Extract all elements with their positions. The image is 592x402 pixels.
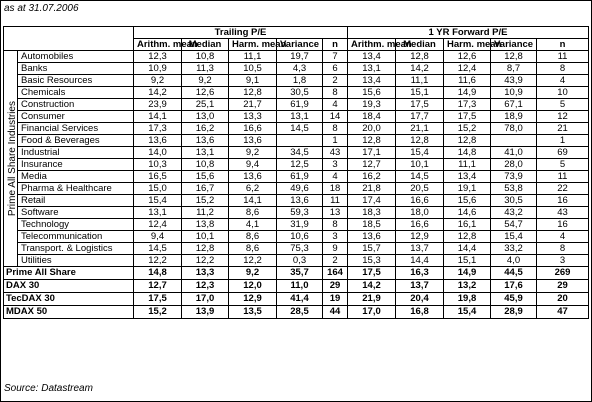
forward-harm-mean-cell: 19,8: [444, 293, 491, 306]
trailing-harm-mean-cell: 8,6: [229, 207, 277, 219]
industry-row: [4, 99, 589, 111]
industry-name: Construction: [18, 99, 134, 111]
trailing-arith-mean-cell: 12,2: [134, 255, 182, 267]
forward-variance-cell: 43,2: [491, 207, 537, 219]
forward-arith-mean-cell: 18,5: [348, 219, 396, 231]
forward-arith-mean-cell: 12,7: [348, 159, 396, 171]
trailing-variance-cell: 11,0: [277, 280, 323, 293]
trailing-median-cell: 13,3: [182, 267, 229, 280]
trailing-arith-mean-cell: 10,3: [134, 159, 182, 171]
forward-harm-mean-cell: 12,6: [444, 51, 491, 63]
col-header-harm-mean: Harm. mean: [229, 39, 277, 51]
trailing-arith-mean-cell: 17,5: [134, 293, 182, 306]
trailing-variance-cell: 13,1: [277, 111, 323, 123]
forward-arith-mean-cell: 17,4: [348, 195, 396, 207]
index-row: [4, 293, 589, 306]
trailing-variance-cell: 61,9: [277, 171, 323, 183]
forward-median-cell: 17,5: [396, 99, 444, 111]
trailing-harm-mean-cell: 12,8: [229, 87, 277, 99]
forward-n-cell: 69: [537, 147, 589, 159]
forward-median-cell: 11,1: [396, 75, 444, 87]
trailing-median-cell: 16,2: [182, 123, 229, 135]
forward-variance-cell: 54,7: [491, 219, 537, 231]
forward-median-cell: 12,8: [396, 51, 444, 63]
trailing-arith-mean-cell: 15,2: [134, 306, 182, 319]
trailing-median-cell: 13,6: [182, 135, 229, 147]
forward-variance-cell: 73,9: [491, 171, 537, 183]
trailing-median-cell: 17,0: [182, 293, 229, 306]
industry-name: Software: [18, 207, 134, 219]
trailing-median-cell: 15,2: [182, 195, 229, 207]
trailing-arith-mean-cell: 23,9: [134, 99, 182, 111]
as-of-date: as at 31.07.2006: [4, 3, 79, 14]
forward-arith-mean-cell: 12,8: [348, 135, 396, 147]
trailing-n-cell: 8: [323, 219, 348, 231]
trailing-median-cell: 15,6: [182, 171, 229, 183]
forward-arith-mean-cell: 15,3: [348, 255, 396, 267]
trailing-median-cell: 12,3: [182, 280, 229, 293]
forward-n-cell: 5: [537, 159, 589, 171]
forward-arith-mean-cell: 13,6: [348, 231, 396, 243]
trailing-variance-cell: 13,6: [277, 195, 323, 207]
trailing-arith-mean-cell: 12,7: [134, 280, 182, 293]
trailing-harm-mean-cell: 12,9: [229, 293, 277, 306]
forward-arith-mean-cell: 13,1: [348, 63, 396, 75]
forward-harm-mean-cell: 19,1: [444, 183, 491, 195]
forward-n-cell: 29: [537, 280, 589, 293]
trailing-n-cell: 29: [323, 280, 348, 293]
forward-n-cell: 12: [537, 111, 589, 123]
trailing-harm-mean-cell: 13,6: [229, 171, 277, 183]
trailing-harm-mean-cell: 12,0: [229, 280, 277, 293]
industry-row: [4, 51, 589, 63]
trailing-arith-mean-cell: 12,3: [134, 51, 182, 63]
forward-variance-cell: 41,0: [491, 147, 537, 159]
trailing-arith-mean-cell: 15,4: [134, 195, 182, 207]
industry-name: Financial Services: [18, 123, 134, 135]
forward-median-cell: 13,7: [396, 243, 444, 255]
trailing-variance-cell: 35,7: [277, 267, 323, 280]
forward-harm-mean-cell: 12,8: [444, 231, 491, 243]
trailing-n-cell: 2: [323, 75, 348, 87]
trailing-median-cell: 11,2: [182, 207, 229, 219]
industry-name: Insurance: [18, 159, 134, 171]
forward-variance-cell: 8,7: [491, 63, 537, 75]
forward-harm-mean-cell: 15,2: [444, 123, 491, 135]
forward-variance-cell: 44,5: [491, 267, 537, 280]
trailing-variance-cell: 49,6: [277, 183, 323, 195]
forward-variance-cell: [491, 135, 537, 147]
index-row: [4, 306, 589, 319]
forward-median-cell: 16,6: [396, 219, 444, 231]
forward-pe-header: 1 YR Forward P/E: [348, 27, 589, 39]
trailing-variance-cell: 0,3: [277, 255, 323, 267]
forward-variance-cell: 78,0: [491, 123, 537, 135]
forward-variance-cell: 67,1: [491, 99, 537, 111]
trailing-variance-cell: 75,3: [277, 243, 323, 255]
trailing-median-cell: 10,1: [182, 231, 229, 243]
industry-name: Chemicals: [18, 87, 134, 99]
trailing-variance-cell: 59,3: [277, 207, 323, 219]
forward-median-cell: 12,9: [396, 231, 444, 243]
industry-name: Consumer: [18, 111, 134, 123]
forward-n-cell: 1: [537, 135, 589, 147]
forward-n-cell: 269: [537, 267, 589, 280]
index-name: TecDAX 30: [4, 293, 134, 306]
forward-arith-mean-cell: 16,2: [348, 171, 396, 183]
industry-name: Banks: [18, 63, 134, 75]
trailing-arith-mean-cell: 15,0: [134, 183, 182, 195]
forward-variance-cell: 45,9: [491, 293, 537, 306]
trailing-n-cell: 6: [323, 63, 348, 75]
trailing-variance-cell: 41,4: [277, 293, 323, 306]
trailing-arith-mean-cell: 16,5: [134, 171, 182, 183]
col-header-arith-mean: Arithm. mean: [348, 39, 396, 51]
index-row: [4, 280, 589, 293]
forward-n-cell: 16: [537, 195, 589, 207]
trailing-n-cell: 8: [323, 123, 348, 135]
trailing-arith-mean-cell: 14,2: [134, 87, 182, 99]
industry-name: Technology: [18, 219, 134, 231]
trailing-median-cell: 12,2: [182, 255, 229, 267]
forward-variance-cell: 10,9: [491, 87, 537, 99]
trailing-n-cell: 7: [323, 51, 348, 63]
trailing-median-cell: 13,9: [182, 306, 229, 319]
forward-median-cell: 16,8: [396, 306, 444, 319]
forward-n-cell: 8: [537, 243, 589, 255]
industry-name: Media: [18, 171, 134, 183]
forward-arith-mean-cell: 17,0: [348, 306, 396, 319]
forward-variance-cell: 18,9: [491, 111, 537, 123]
forward-harm-mean-cell: 14,6: [444, 207, 491, 219]
industry-row: [4, 159, 589, 171]
trailing-median-cell: 12,6: [182, 87, 229, 99]
trailing-harm-mean-cell: 14,1: [229, 195, 277, 207]
forward-n-cell: 43: [537, 207, 589, 219]
forward-harm-mean-cell: 14,9: [444, 267, 491, 280]
trailing-median-cell: 10,8: [182, 51, 229, 63]
trailing-arith-mean-cell: 17,3: [134, 123, 182, 135]
forward-arith-mean-cell: 13,4: [348, 75, 396, 87]
trailing-variance-cell: 14,5: [277, 123, 323, 135]
forward-n-cell: 16: [537, 219, 589, 231]
trailing-variance-cell: 34,5: [277, 147, 323, 159]
forward-harm-mean-cell: 14,4: [444, 243, 491, 255]
forward-arith-mean-cell: 15,7: [348, 243, 396, 255]
forward-n-cell: 5: [537, 99, 589, 111]
forward-median-cell: 14,2: [396, 63, 444, 75]
trailing-harm-mean-cell: 12,2: [229, 255, 277, 267]
trailing-harm-mean-cell: 21,7: [229, 99, 277, 111]
trailing-median-cell: 9,2: [182, 75, 229, 87]
industry-row: [4, 123, 589, 135]
col-header-harm-mean: Harm. mean: [444, 39, 491, 51]
industry-row: [4, 75, 589, 87]
trailing-harm-mean-cell: 4,1: [229, 219, 277, 231]
trailing-variance-cell: [277, 135, 323, 147]
trailing-harm-mean-cell: 9,1: [229, 75, 277, 87]
trailing-harm-mean-cell: 8,6: [229, 243, 277, 255]
forward-n-cell: 10: [537, 87, 589, 99]
forward-variance-cell: 28,9: [491, 306, 537, 319]
trailing-n-cell: 4: [323, 99, 348, 111]
forward-variance-cell: 30,5: [491, 195, 537, 207]
col-header-median: Median: [396, 39, 444, 51]
trailing-harm-mean-cell: 13,6: [229, 135, 277, 147]
trailing-pe-header: Trailing P/E: [134, 27, 348, 39]
forward-harm-mean-cell: 11,1: [444, 159, 491, 171]
forward-arith-mean-cell: 19,3: [348, 99, 396, 111]
trailing-arith-mean-cell: 9,4: [134, 231, 182, 243]
trailing-variance-cell: 19,7: [277, 51, 323, 63]
source-note: Source: Datastream: [4, 383, 93, 394]
industries-side-cell: [4, 51, 18, 267]
forward-n-cell: 11: [537, 171, 589, 183]
forward-median-cell: 14,5: [396, 171, 444, 183]
forward-variance-cell: 12,8: [491, 51, 537, 63]
trailing-variance-cell: 1,8: [277, 75, 323, 87]
trailing-n-cell: 3: [323, 159, 348, 171]
forward-variance-cell: 28,0: [491, 159, 537, 171]
trailing-harm-mean-cell: 13,5: [229, 306, 277, 319]
forward-arith-mean-cell: 18,3: [348, 207, 396, 219]
trailing-n-cell: 1: [323, 135, 348, 147]
forward-harm-mean-cell: 15,6: [444, 195, 491, 207]
forward-median-cell: 13,7: [396, 280, 444, 293]
trailing-median-cell: 13,8: [182, 219, 229, 231]
trailing-variance-cell: 30,5: [277, 87, 323, 99]
industry-row: [4, 207, 589, 219]
industry-row: [4, 255, 589, 267]
trailing-n-cell: 2: [323, 255, 348, 267]
industry-row: [4, 195, 589, 207]
industry-name: Transport. & Logistics: [18, 243, 134, 255]
trailing-arith-mean-cell: 12,4: [134, 219, 182, 231]
forward-harm-mean-cell: 15,1: [444, 255, 491, 267]
trailing-harm-mean-cell: 11,1: [229, 51, 277, 63]
trailing-median-cell: 13,1: [182, 147, 229, 159]
trailing-arith-mean-cell: 13,6: [134, 135, 182, 147]
forward-arith-mean-cell: 18,4: [348, 111, 396, 123]
col-header-arith-mean: Arithm. mean: [134, 39, 182, 51]
trailing-arith-mean-cell: 9,2: [134, 75, 182, 87]
forward-harm-mean-cell: 12,8: [444, 135, 491, 147]
trailing-harm-mean-cell: 9,4: [229, 159, 277, 171]
trailing-n-cell: 13: [323, 207, 348, 219]
trailing-variance-cell: 10,6: [277, 231, 323, 243]
forward-median-cell: 15,4: [396, 147, 444, 159]
forward-n-cell: 4: [537, 231, 589, 243]
forward-harm-mean-cell: 13,2: [444, 280, 491, 293]
trailing-arith-mean-cell: 14,5: [134, 243, 182, 255]
forward-harm-mean-cell: 14,9: [444, 87, 491, 99]
industry-row: [4, 243, 589, 255]
forward-arith-mean-cell: 15,6: [348, 87, 396, 99]
trailing-n-cell: 19: [323, 293, 348, 306]
industry-name: Telecommunication: [18, 231, 134, 243]
col-header-n: n: [323, 39, 348, 51]
pe-ratio-table: [3, 26, 589, 319]
forward-n-cell: 8: [537, 63, 589, 75]
forward-variance-cell: 53,8: [491, 183, 537, 195]
forward-harm-mean-cell: 11,6: [444, 75, 491, 87]
industry-row: [4, 183, 589, 195]
forward-median-cell: 15,1: [396, 87, 444, 99]
forward-harm-mean-cell: 17,3: [444, 99, 491, 111]
forward-median-cell: 12,8: [396, 135, 444, 147]
trailing-variance-cell: 61,9: [277, 99, 323, 111]
industry-name: Basic Resources: [18, 75, 134, 87]
industry-row: [4, 87, 589, 99]
forward-variance-cell: 4,0: [491, 255, 537, 267]
trailing-median-cell: 25,1: [182, 99, 229, 111]
trailing-harm-mean-cell: 9,2: [229, 267, 277, 280]
trailing-variance-cell: 12,5: [277, 159, 323, 171]
forward-variance-cell: 17,6: [491, 280, 537, 293]
trailing-harm-mean-cell: 9,2: [229, 147, 277, 159]
forward-median-cell: 21,1: [396, 123, 444, 135]
forward-arith-mean-cell: 17,5: [348, 267, 396, 280]
index-name: MDAX 50: [4, 306, 134, 319]
trailing-n-cell: 4: [323, 171, 348, 183]
trailing-median-cell: 12,8: [182, 243, 229, 255]
trailing-median-cell: 11,3: [182, 63, 229, 75]
trailing-variance-cell: 28,5: [277, 306, 323, 319]
forward-median-cell: 16,6: [396, 195, 444, 207]
industry-row: [4, 231, 589, 243]
trailing-median-cell: 13,0: [182, 111, 229, 123]
forward-arith-mean-cell: 14,2: [348, 280, 396, 293]
forward-harm-mean-cell: 15,4: [444, 306, 491, 319]
trailing-harm-mean-cell: 8,6: [229, 231, 277, 243]
trailing-harm-mean-cell: 10,5: [229, 63, 277, 75]
trailing-variance-cell: 31,9: [277, 219, 323, 231]
forward-arith-mean-cell: 21,8: [348, 183, 396, 195]
industry-name: Utilities: [18, 255, 134, 267]
trailing-variance-cell: 4,3: [277, 63, 323, 75]
forward-n-cell: 3: [537, 255, 589, 267]
forward-median-cell: 20,5: [396, 183, 444, 195]
forward-arith-mean-cell: 20,0: [348, 123, 396, 135]
forward-arith-mean-cell: 17,1: [348, 147, 396, 159]
industry-name: Food & Beverages: [18, 135, 134, 147]
forward-n-cell: 22: [537, 183, 589, 195]
trailing-harm-mean-cell: 16,6: [229, 123, 277, 135]
forward-n-cell: 21: [537, 123, 589, 135]
col-header-variance: Variance: [491, 39, 537, 51]
trailing-n-cell: 8: [323, 87, 348, 99]
industry-row: [4, 63, 589, 75]
forward-n-cell: 20: [537, 293, 589, 306]
forward-variance-cell: 43,9: [491, 75, 537, 87]
trailing-arith-mean-cell: 10,9: [134, 63, 182, 75]
forward-harm-mean-cell: 12,4: [444, 63, 491, 75]
trailing-arith-mean-cell: 13,1: [134, 207, 182, 219]
industry-name: Pharma & Healthcare: [18, 183, 134, 195]
forward-median-cell: 10,1: [396, 159, 444, 171]
industry-name: Automobiles: [18, 51, 134, 63]
forward-median-cell: 17,7: [396, 111, 444, 123]
forward-variance-cell: 33,2: [491, 243, 537, 255]
col-header-n: n: [537, 39, 589, 51]
trailing-n-cell: 14: [323, 111, 348, 123]
trailing-n-cell: 11: [323, 195, 348, 207]
trailing-n-cell: 9: [323, 243, 348, 255]
industry-name: Retail: [18, 195, 134, 207]
trailing-n-cell: 164: [323, 267, 348, 280]
forward-harm-mean-cell: 14,8: [444, 147, 491, 159]
forward-arith-mean-cell: 13,4: [348, 51, 396, 63]
col-header-median: Median: [182, 39, 229, 51]
industries-side-label: Prime All Share Industries: [7, 100, 18, 217]
forward-n-cell: 4: [537, 75, 589, 87]
trailing-arith-mean-cell: 14,0: [134, 147, 182, 159]
industry-row: [4, 147, 589, 159]
trailing-n-cell: 44: [323, 306, 348, 319]
index-name: DAX 30: [4, 280, 134, 293]
col-header-variance: Variance: [277, 39, 323, 51]
corner-cell: [4, 27, 134, 51]
forward-median-cell: 16,3: [396, 267, 444, 280]
forward-median-cell: 18,0: [396, 207, 444, 219]
trailing-harm-mean-cell: 6,2: [229, 183, 277, 195]
forward-harm-mean-cell: 17,5: [444, 111, 491, 123]
forward-n-cell: 11: [537, 51, 589, 63]
industry-row: [4, 219, 589, 231]
forward-n-cell: 47: [537, 306, 589, 319]
trailing-harm-mean-cell: 13,3: [229, 111, 277, 123]
index-name: Prime All Share: [4, 267, 134, 280]
industry-row: [4, 135, 589, 147]
industry-row: [4, 171, 589, 183]
trailing-n-cell: 18: [323, 183, 348, 195]
forward-variance-cell: 15,4: [491, 231, 537, 243]
trailing-median-cell: 16,7: [182, 183, 229, 195]
forward-arith-mean-cell: 21,9: [348, 293, 396, 306]
index-row: [4, 267, 589, 280]
trailing-n-cell: 3: [323, 231, 348, 243]
industry-name: Industrial: [18, 147, 134, 159]
forward-median-cell: 20,4: [396, 293, 444, 306]
industry-row: [4, 111, 589, 123]
trailing-arith-mean-cell: 14,8: [134, 267, 182, 280]
forward-harm-mean-cell: 13,4: [444, 171, 491, 183]
forward-harm-mean-cell: 16,1: [444, 219, 491, 231]
trailing-median-cell: 10,8: [182, 159, 229, 171]
forward-median-cell: 14,4: [396, 255, 444, 267]
trailing-n-cell: 43: [323, 147, 348, 159]
trailing-arith-mean-cell: 14,1: [134, 111, 182, 123]
